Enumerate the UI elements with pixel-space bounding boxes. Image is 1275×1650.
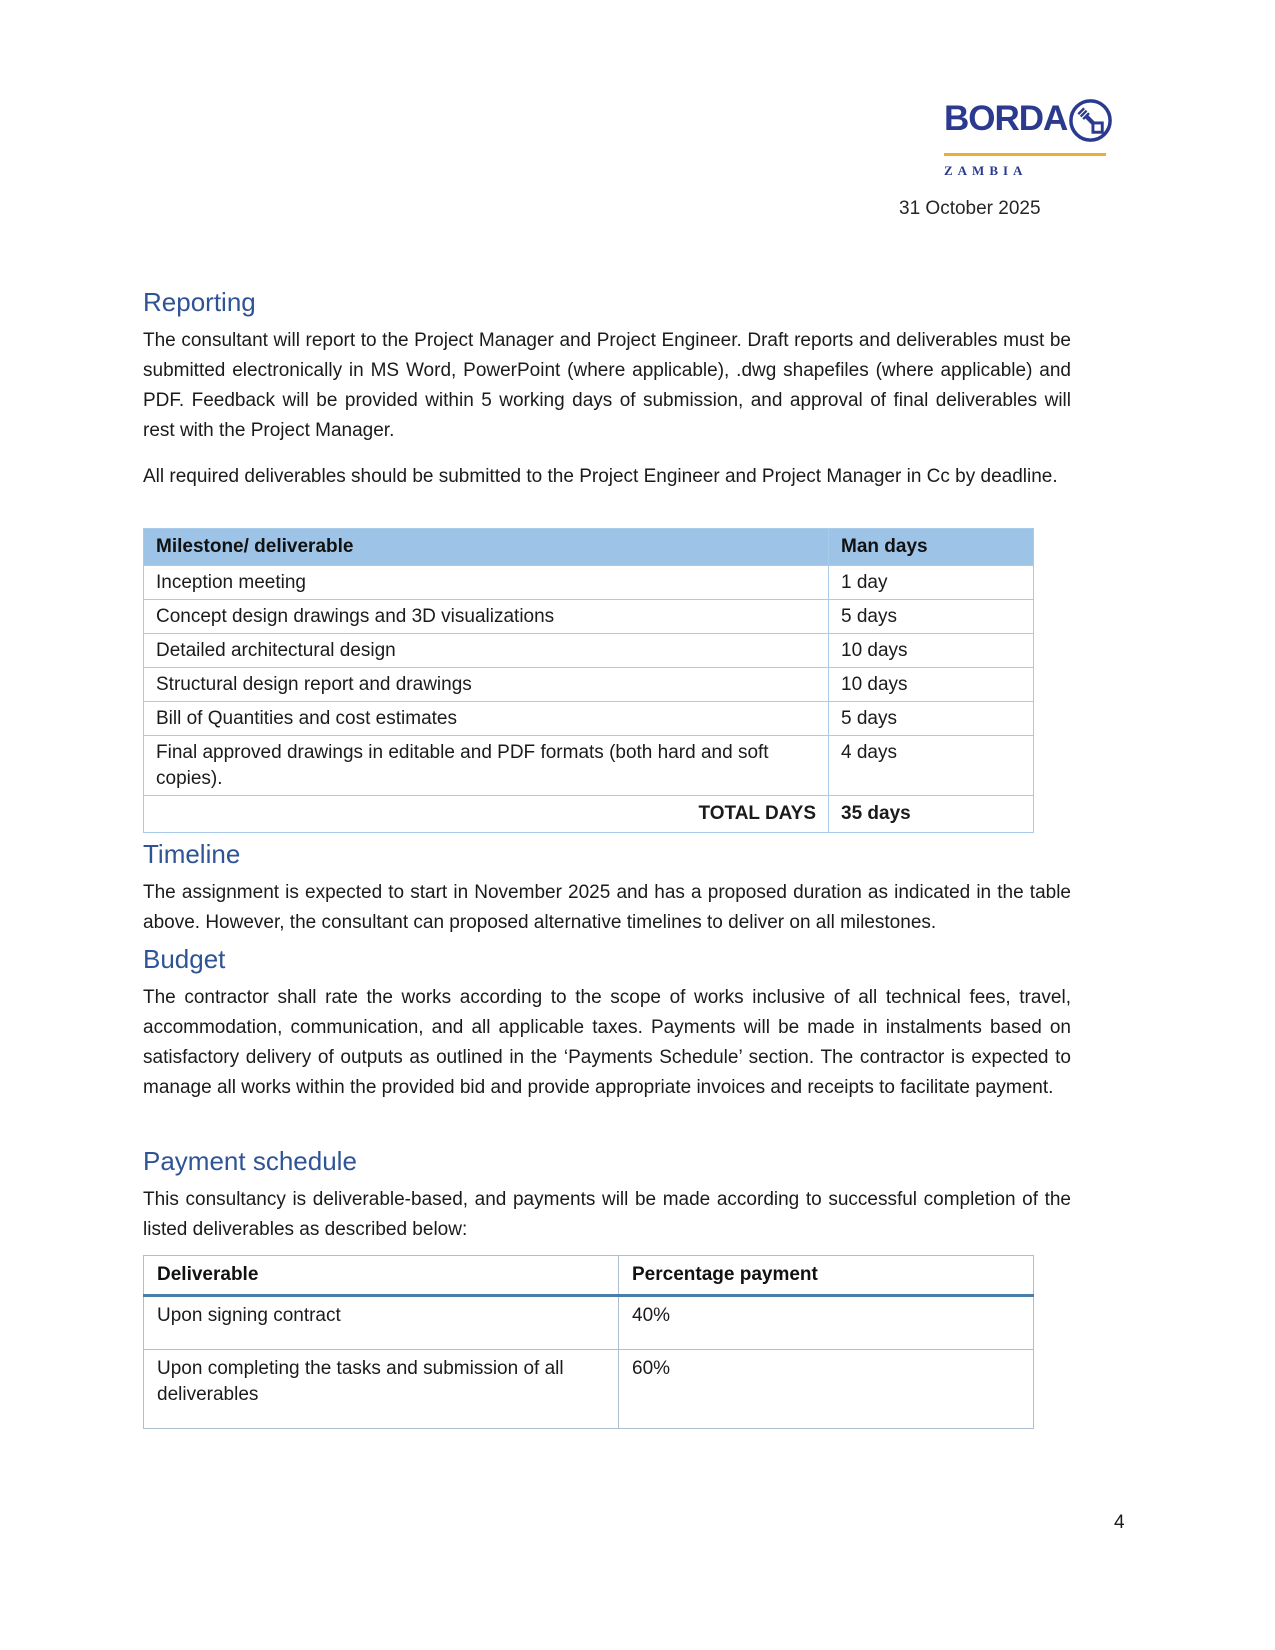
table-row	[144, 566, 1034, 600]
payment-percentage-cell: 60%	[619, 1350, 1034, 1429]
section-payment-schedule	[143, 1145, 1071, 1245]
milestone-cell: Detailed architectural design	[144, 634, 829, 668]
payment-schedule-paragraph: This consultancy is deliverable-based, and payments will be made according to successful completion of the listed deliverables as described below:	[143, 1189, 1071, 1240]
logo-gold-rule	[944, 153, 1106, 156]
payment-deliverable-cell: Upon signing contract	[144, 1296, 619, 1350]
table-row	[144, 634, 1034, 668]
reporting-paragraph-1: The consultant will report to the Project Manager and Project Engineer. Draft reports and deliverables must be submitted electronically in MS Word, PowerPoint (where applicable), .dwg shapefiles (where applicable) and PDF. Feedback will be provided within 5 working days of submission, and approval of final deliverables will rest with the Project Manager.	[143, 330, 1071, 441]
section-budget	[143, 943, 1071, 1103]
milestones-total-row	[144, 796, 1034, 833]
budget-heading: Budget	[143, 944, 226, 974]
milestones-header-mandays: Man days	[829, 529, 1034, 566]
payment-header-deliverable: Deliverable	[144, 1256, 619, 1296]
milestones-header-deliverable: Milestone/ deliverable	[144, 529, 829, 566]
logo-row	[944, 96, 1106, 144]
payment-percentage-cell: 40%	[619, 1296, 1034, 1350]
borda-hand-icon	[1067, 97, 1114, 144]
mandays-cell: 5 days	[829, 600, 1034, 634]
total-days-label: TOTAL DAYS	[144, 796, 829, 833]
payment-header-row	[144, 1256, 1034, 1296]
milestone-cell: Final approved drawings in editable and PDF formats (both hard and soft copies).	[144, 736, 829, 796]
reporting-paragraph-2: All required deliverables should be submitted to the Project Engineer and Project Manager in Cc by deadline.	[143, 466, 1058, 487]
payment-deliverable-cell: Upon completing the tasks and submission of all deliverables	[144, 1350, 619, 1429]
payment-schedule-heading: Payment schedule	[143, 1146, 357, 1176]
payment-table	[143, 1255, 1034, 1429]
budget-paragraph: The contractor shall rate the works according to the scope of works inclusive of all technical fees, travel, accommodation, communication, and all applicable taxes. Payments will be made in instalments based on satisfactory delivery of outputs as outlined in the ‘Payments Schedule’ section. The contractor is expected to manage all works within the provided bid and provide appropriate invoices and receipts to facilitate payment.	[143, 987, 1071, 1098]
table-row	[144, 1296, 1034, 1350]
logo-brand-text: BORDA	[944, 99, 1068, 138]
milestones-table	[143, 528, 1034, 833]
milestone-cell: Concept design drawings and 3D visualizations	[144, 600, 829, 634]
total-days-value: 35 days	[829, 796, 1034, 833]
logo-region-text: ZAMBIA	[944, 163, 1028, 178]
timeline-paragraph: The assignment is expected to start in November 2025 and has a proposed duration as indicated in the table above. However, the consultant can proposed alternative timelines to deliver on all milestones.	[143, 882, 1071, 933]
milestone-cell: Structural design report and drawings	[144, 668, 829, 702]
timeline-heading: Timeline	[143, 839, 241, 869]
borda-logo	[944, 96, 1106, 179]
document-date: 31 October 2025	[899, 198, 1041, 219]
table-row	[144, 1350, 1034, 1429]
table-row	[144, 600, 1034, 634]
section-timeline	[143, 838, 1071, 938]
mandays-cell: 4 days	[829, 736, 1034, 796]
page-number: 4	[1114, 1512, 1125, 1533]
section-reporting	[143, 286, 1071, 492]
milestone-cell: Bill of Quantities and cost estimates	[144, 702, 829, 736]
milestone-cell: Inception meeting	[144, 566, 829, 600]
reporting-heading: Reporting	[143, 287, 256, 317]
milestones-header-row	[144, 529, 1034, 566]
mandays-cell: 10 days	[829, 634, 1034, 668]
mandays-cell: 10 days	[829, 668, 1034, 702]
payment-header-percentage: Percentage payment	[619, 1256, 1034, 1296]
mandays-cell: 1 day	[829, 566, 1034, 600]
mandays-cell: 5 days	[829, 702, 1034, 736]
table-row	[144, 702, 1034, 736]
table-row	[144, 668, 1034, 702]
table-row	[144, 736, 1034, 796]
